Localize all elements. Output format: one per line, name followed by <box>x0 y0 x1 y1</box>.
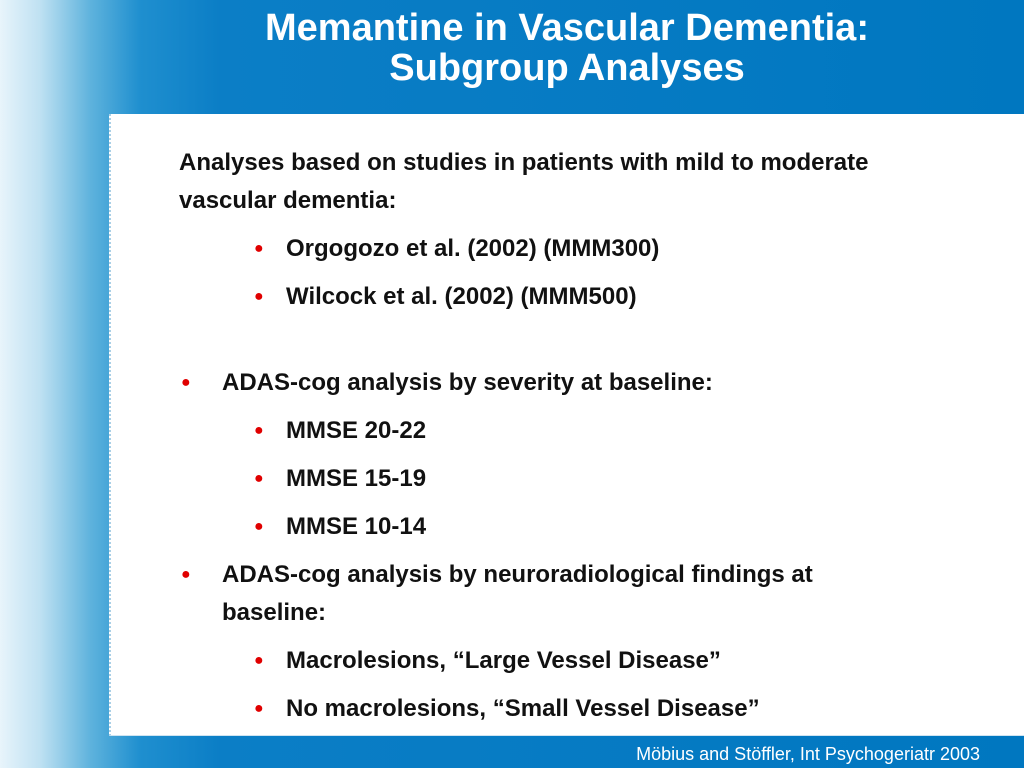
list-item <box>179 642 1019 680</box>
list-item <box>179 412 1019 450</box>
title-line-1: Memantine in Vascular Dementia: <box>265 7 869 49</box>
title-line-2: Subgroup Analyses <box>389 47 745 89</box>
bullet-icon: ● <box>254 518 264 535</box>
list-item <box>179 278 1019 316</box>
severity-item-2: MMSE 15-19 <box>286 465 427 492</box>
content-panel <box>109 114 1024 736</box>
neuro-item-2: No macrolesions, “Small Vessel Disease” <box>286 695 760 722</box>
intro-line-2: vascular dementia: <box>179 187 397 214</box>
list-item <box>179 690 1019 728</box>
study-1: Orgogozo et al. (2002) (MMM300) <box>286 235 660 262</box>
bullet-icon: ● <box>254 652 264 669</box>
body-text <box>179 144 1019 728</box>
intro-line-1: Analyses based on studies in patients with mild to moderate <box>179 149 869 176</box>
list-item <box>179 364 1019 402</box>
neuro-heading-line-2: baseline: <box>222 599 327 626</box>
bullet-icon: ● <box>181 374 191 391</box>
bullet-icon: ● <box>181 566 191 583</box>
list-item-continuation <box>179 594 1019 632</box>
list-item <box>179 230 1019 268</box>
bullet-icon: ● <box>254 422 264 439</box>
bullet-icon: ● <box>254 700 264 717</box>
list-item <box>179 556 1019 594</box>
list-item <box>179 508 1019 546</box>
severity-heading: ADAS-cog analysis by severity at baseline: <box>222 369 713 396</box>
slide-title <box>110 8 1024 88</box>
bullet-icon: ● <box>254 288 264 305</box>
bullet-icon: ● <box>254 240 264 257</box>
severity-item-3: MMSE 10-14 <box>286 513 427 540</box>
bullet-icon: ● <box>254 470 264 487</box>
neuro-item-1: Macrolesions, “Large Vessel Disease” <box>286 647 721 674</box>
study-2: Wilcock et al. (2002) (MMM500) <box>286 283 637 310</box>
neuro-heading-line-1: ADAS-cog analysis by neuroradiological findings at <box>222 561 813 588</box>
severity-item-1: MMSE 20-22 <box>286 417 427 444</box>
list-item <box>179 460 1019 498</box>
footer-citation: Möbius and Stöffler, Int Psychogeriatr 2003 <box>636 744 980 764</box>
